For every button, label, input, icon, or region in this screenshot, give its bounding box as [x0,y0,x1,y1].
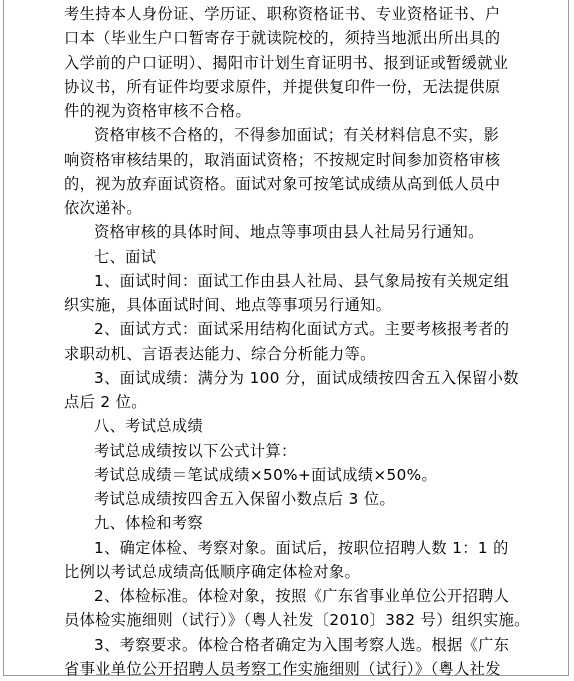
text-line: 1、面试时间：面试工作由县人社局、县气象局按有关规定组 [94,271,510,290]
text-line: 员体检实施细则（试行）》（粤人社发〔2010〕382 号）组织实施。 [64,611,530,630]
text-line: 3、面试成绩：满分为 100 分，面试成绩按四舍五入保留小数 [94,368,519,387]
section-heading: 九、体检和考察 [94,514,204,533]
text-line: 入学前的户口证明）、揭阳市计划生育证明书、报到证或暂缓就业 [64,53,509,72]
text-line: 口本（毕业生户口暂寄存于就读院校的，须持当地派出所出具的 [64,29,501,48]
text-line: 2、面试方式：面试采用结构化面试方式。主要考核报考者的 [94,320,510,339]
text-line: 资格审核的具体时间、地点等事项由县人社局另行通知。 [94,223,484,242]
text-line: 协议书，所有证件均要求原件，并提供复印件一份，无法提供原 [64,77,501,96]
text-line: 响资格审核结果的，取消面试资格；不按规定时间参加资格审核 [64,150,501,169]
text-line: 考试总成绩按四舍五入保留小数点后 3 位。 [94,490,396,509]
text-line: 考生持本人身份证、学历证、职称资格证书、专业资格证书、户 [64,5,501,23]
text-line: 求职动机、言语表达能力、综合分析能力等。 [64,344,376,363]
text-line: 织实施，具体面试时间、地点等事项另行通知。 [64,296,392,315]
text-line: 资格审核不合格的，不得参加面试；有关材料信息不实，影 [94,126,500,145]
section-heading: 八、考试总成绩 [94,417,204,436]
text-line: 1、确定体检、考察对象。面试后，按职位招聘人数 1：1 的 [94,538,509,557]
text-line: 点后 2 位。 [64,393,147,412]
text-line: 2、体检标准。体检对象，按照《广东省事业单位公开招聘人 [94,587,510,606]
text-line: 3、考察要求。体检合格者确定为入围考察人选。根据《广东 [94,635,510,654]
text-line: 考试总成绩＝笔试成绩×50%+面试成绩×50%。 [94,465,438,484]
text-line: 件的视为资格审核不合格。 [64,102,252,121]
text-line: 考试总成绩按以下公式计算： [94,441,297,460]
text-line: 比例以考试总成绩高低顺序确定体检对象。 [64,562,361,581]
text-line: 省事业单位公开招聘人员考察工作实施细则（试行）》（粤人社发 [64,660,501,678]
text-line: 依次递补。 [64,199,142,218]
section-heading: 七、面试 [94,247,157,266]
text-line: 的，视为放弃面试资格。面试对象可按笔试成绩从高到低人员中 [64,174,501,193]
